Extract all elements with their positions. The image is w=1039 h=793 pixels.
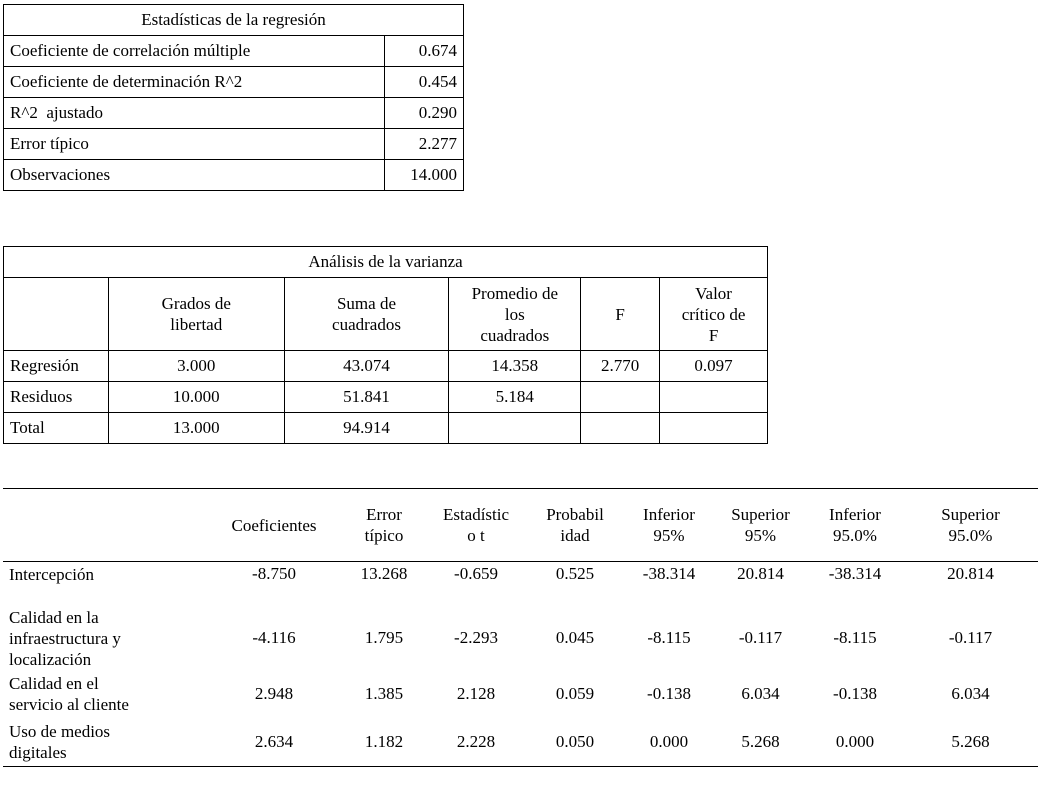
table-row [3,562,1038,607]
coef-cell: 0.050 [526,718,624,767]
coef-header-blank [3,489,206,562]
anova-cell: 10.000 [108,382,284,413]
coef-cell: 2.634 [206,718,342,767]
table-row [4,413,768,444]
coef-cell: 6.034 [951,684,990,703]
table-row [4,160,464,191]
table-row [3,606,1038,670]
coef-cell: 0.000 [624,718,714,767]
stat-label: R^2 ajustado [4,98,385,129]
coef-header-lo95: Inferior 95% [624,489,714,562]
stat-label: Coeficiente de determinación R^2 [4,67,385,98]
coef-cell: 0.525 [555,564,595,583]
coef-cell: 2.228 [426,718,526,767]
coefficients-table [3,488,1038,767]
anova-header-row [4,278,768,351]
table-row [3,670,1038,718]
coef-row-label: Calidad en el servicio al cliente [9,674,129,714]
coef-cell: -8.750 [252,564,296,583]
anova-cell: 14.358 [449,351,581,382]
anova-header-sigf: Valor crítico de F [660,278,768,351]
table-row [4,129,464,160]
coef-row-label: Calidad en la infraestructura y localización [9,607,121,669]
coef-cell: 0.059 [555,684,595,703]
coef-header-se: Error típico [342,489,426,562]
anova-cell [660,413,768,444]
coef-header-hi950: Superior 95.0% [903,489,1038,562]
table-row [4,67,464,98]
coef-cell: -4.116 [252,628,296,647]
anova-cell: 3.000 [108,351,284,382]
coef-cell: 1.385 [364,684,404,703]
coef-cell: 0.000 [807,718,903,767]
coef-cell: 0.045 [555,628,595,647]
coef-cell: -8.115 [647,628,691,647]
coef-cell: -0.117 [738,628,783,647]
coef-header-lo950: Inferior 95.0% [807,489,903,562]
anova-cell: 13.000 [108,413,284,444]
regression-stats-title: Estadísticas de la regresión [4,5,464,36]
coef-cell: -38.314 [642,564,696,583]
stat-value: 2.277 [385,129,464,160]
table-row [4,98,464,129]
coef-cell: -0.138 [833,684,877,703]
anova-header-blank [4,278,109,351]
coef-cell: 2.128 [456,684,496,703]
coef-cell: -2.293 [454,628,498,647]
anova-cell: 43.074 [284,351,449,382]
anova-row-label: Residuos [4,382,109,413]
coef-header-coef: Coeficientes [206,489,342,562]
anova-header-df: Grados de libertad [108,278,284,351]
anova-header-ms: Promedio de los cuadrados [449,278,581,351]
anova-header-ss: Suma de cuadrados [284,278,449,351]
coef-row-label: Uso de medios digitales [3,718,206,767]
coef-cell: -0.117 [948,628,993,647]
anova-cell [449,413,581,444]
stat-value: 0.290 [385,98,464,129]
anova-cell [581,413,660,444]
anova-row-label: Regresión [4,351,109,382]
coef-cell: -38.314 [828,564,882,583]
coef-header-hi95: Superior 95% [714,489,807,562]
stat-value: 14.000 [385,160,464,191]
stat-label: Coeficiente de correlación múltiple [4,36,385,67]
table-row [3,718,1038,767]
coef-cell: 20.814 [737,564,784,583]
coef-cell: 5.268 [903,718,1038,767]
anova-table [3,246,768,444]
stat-label: Error típico [4,129,385,160]
stat-value: 0.454 [385,67,464,98]
table-row [4,351,768,382]
anova-title: Análisis de la varianza [4,247,768,278]
anova-header-f: F [581,278,660,351]
anova-cell: 5.184 [449,382,581,413]
coef-header-row [3,489,1038,562]
coef-header-p: Probabil idad [526,489,624,562]
anova-cell: 94.914 [284,413,449,444]
coef-cell: -0.659 [454,564,498,583]
anova-cell [660,382,768,413]
anova-cell [581,382,660,413]
table-row [4,382,768,413]
coef-cell: 5.268 [714,718,807,767]
anova-row-label: Total [4,413,109,444]
coef-cell: 2.948 [254,684,294,703]
coef-cell: -8.115 [833,628,877,647]
coef-row-label: Intercepción [9,565,94,584]
regression-stats-table [3,4,464,191]
stat-value: 0.674 [385,36,464,67]
anova-cell: 51.841 [284,382,449,413]
coef-header-t: Estadístic o t [426,489,526,562]
coef-cell: 13.268 [360,564,408,583]
anova-cell: 0.097 [660,351,768,382]
table-row [4,36,464,67]
coef-cell: 6.034 [741,684,780,703]
coef-cell: 20.814 [947,564,994,583]
coef-cell: -0.138 [647,684,691,703]
anova-cell: 2.770 [581,351,660,382]
coef-cell: 1.182 [342,718,426,767]
coef-cell: 1.795 [364,628,404,647]
stat-label: Observaciones [4,160,385,191]
